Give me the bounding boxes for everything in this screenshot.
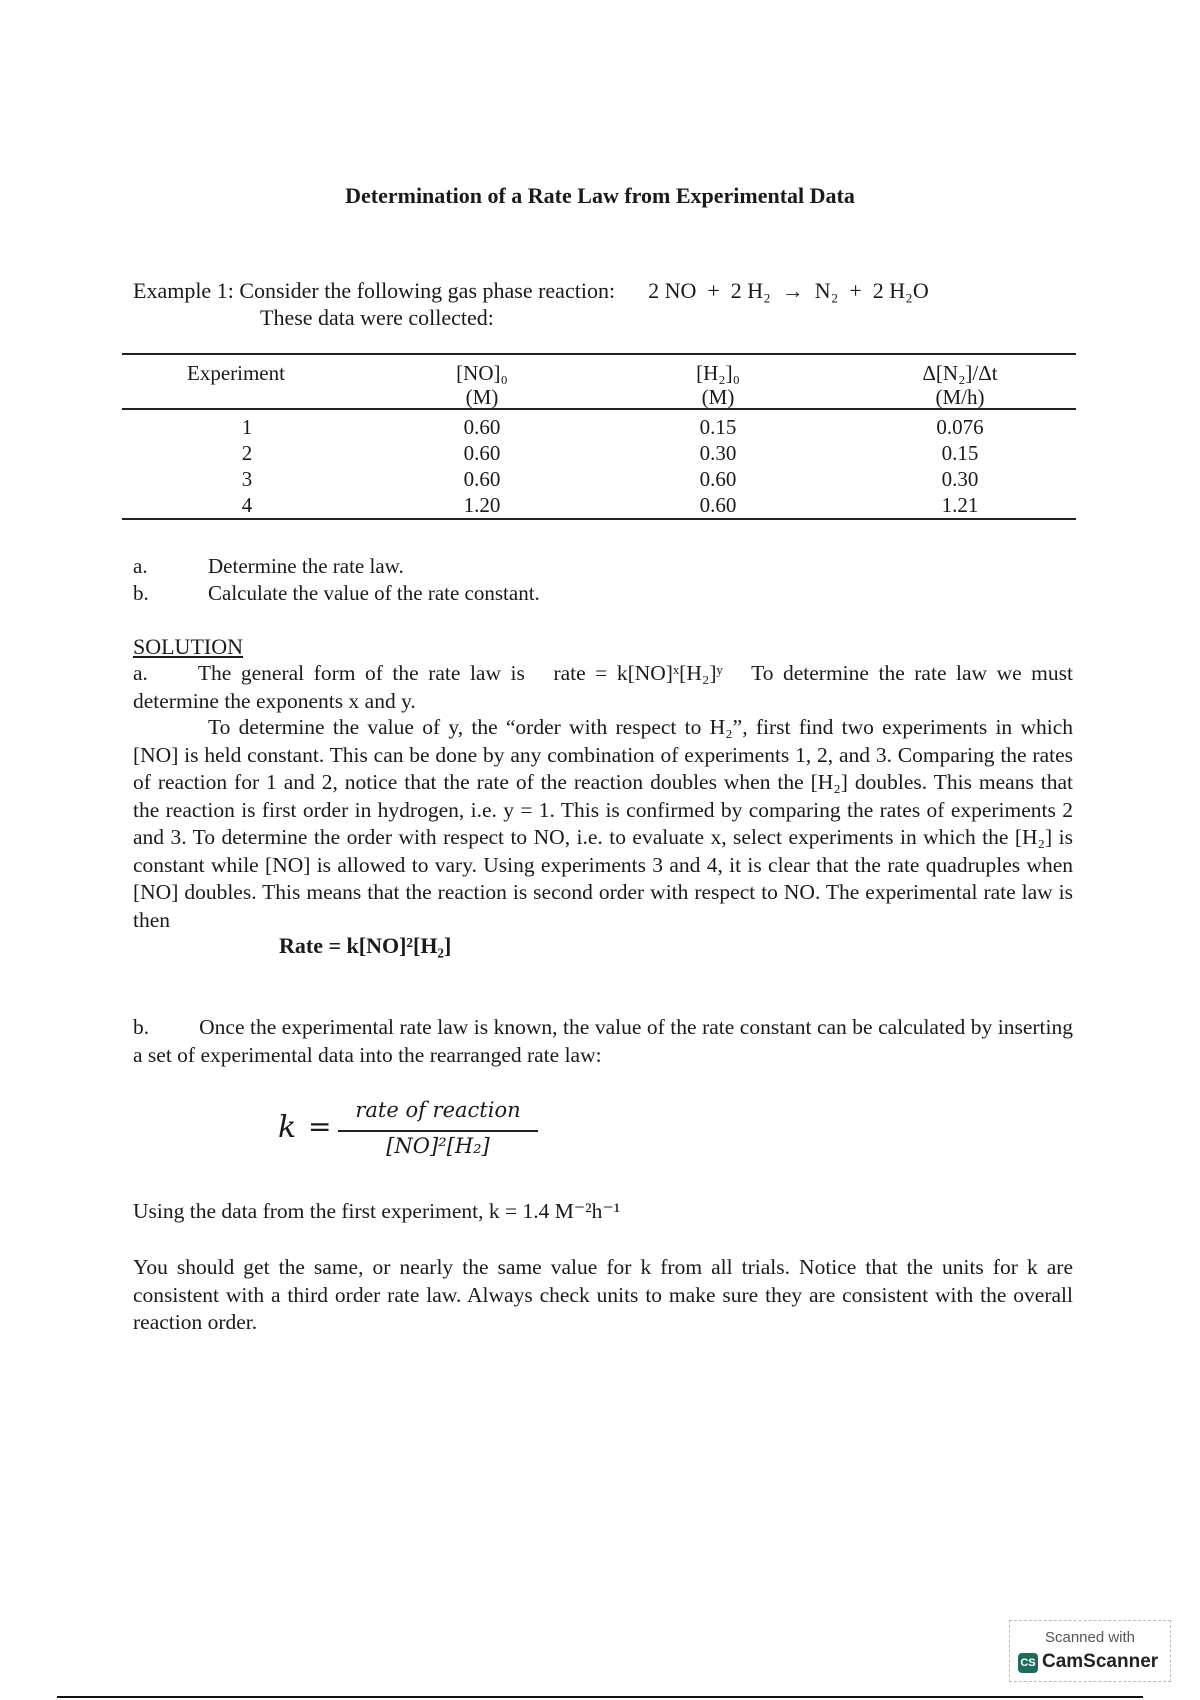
table-cell-exp: 3 — [241, 467, 253, 491]
table-cell-no: 0.60 — [463, 467, 501, 491]
reaction-equation: 2 NO + 2 H₂ → N₂ + 2 H₂O — [648, 278, 929, 303]
table-cell-rate: 1.21 — [941, 493, 979, 517]
solution-a-p2: To determine the value of y, the “order with respect to H₂”, first find two experiments in which [NO] is held constant. This can be done by any combination of experiments 1, 2, and 3. Comparing the rates of reaction for 1 and 2, notice that the rate of the reaction doubles when the [H₂] doubles. This means that the reaction is first order in hydrogen, i.e. y = 1. This is confirmed by comparing the rates of experiments 2 and 3. To determine the order with respect to NO, i.e. to evaluate x, select experiments in which the [H₂] is constant while [NO] is allowed to vary. Using experiments 3 and 4, it is clear that the rate quadruples when [NO] doubles. This means that the reaction is second order with respect to NO. The experimental rate law is then — [133, 715, 1073, 932]
watermark-brand: CamScanner — [1042, 1651, 1159, 1672]
page-title: Determination of a Rate Law from Experimental Data — [345, 183, 855, 208]
header-rate: Δ[N₂]/Δt — [922, 361, 998, 385]
table-bottom-rule — [122, 518, 1076, 520]
solution-a-body — [133, 714, 1073, 934]
table-top-rule — [122, 353, 1076, 355]
table-cell-h2: 0.60 — [699, 493, 737, 517]
question-a-text: Determine the rate law. — [208, 554, 404, 578]
formula-denominator: [NO]²[H₂] — [386, 1134, 490, 1158]
header-rate-unit: (M/h) — [935, 385, 985, 409]
table-cell-no: 0.60 — [463, 415, 501, 439]
table-cell-no: 1.20 — [463, 493, 501, 517]
solution-b-p1: Once the experimental rate law is known, the value of the rate constant can be calculated by inserting a set of experimental data into the rearranged rate law: — [133, 1015, 1073, 1067]
question-a-letter: a. — [133, 554, 148, 578]
formula-numerator: rate of reaction — [355, 1098, 521, 1122]
solution-a-intro — [133, 660, 1079, 715]
solution-b-intro — [133, 1014, 1073, 1069]
example-intro: Consider the following gas phase reaction: — [239, 278, 616, 303]
closing-paragraph: You should get the same, or nearly the same value for k from all trials. Notice that the units for k are consistent with a third order rate law. Always check units to make sure they are consistent with the overall reaction order. — [133, 1255, 1073, 1334]
header-no-unit: (M) — [465, 385, 499, 409]
question-b-letter: b. — [133, 581, 149, 605]
solution-b-letter: b. — [133, 1015, 150, 1039]
header-no: [NO]₀ — [456, 361, 508, 385]
fraction-bar — [338, 1130, 538, 1132]
watermark-top-text: Scanned with — [1044, 1629, 1136, 1646]
scanner-watermark — [1009, 1620, 1171, 1682]
solution-a-p1: The general form of the rate law is rate = k[NO]ˣ[H₂]ʸ To determine the rate law we must determine the exponents x and y. — [133, 661, 1079, 713]
header-h2-unit: (M) — [701, 385, 735, 409]
table-cell-h2: 0.60 — [699, 467, 737, 491]
table-cell-no: 0.60 — [463, 441, 501, 465]
equals-sign: = — [308, 1110, 332, 1143]
k-symbol: k — [278, 1110, 297, 1145]
k-result: Using the data from the first experiment, k = 1.4 M⁻²h⁻¹ — [133, 1199, 621, 1223]
header-experiment: Experiment — [187, 361, 285, 385]
table-cell-exp: 1 — [241, 415, 253, 439]
header-h2: [H₂]₀ — [696, 361, 740, 385]
table-cell-rate: 0.30 — [941, 467, 979, 491]
table-cell-h2: 0.15 — [699, 415, 737, 439]
table-cell-h2: 0.30 — [699, 441, 737, 465]
question-b-text: Calculate the value of the rate constant. — [208, 581, 540, 605]
rate-law-result: Rate = k[NO]²[H₂] — [279, 933, 452, 958]
table-cell-exp: 4 — [241, 493, 253, 517]
page-bottom-rule — [57, 1696, 1143, 1698]
table-cell-rate: 0.076 — [936, 415, 984, 439]
example-label: Example 1: — [133, 278, 234, 303]
table-cell-exp: 2 — [241, 441, 253, 465]
example-line — [133, 278, 929, 304]
table-cell-rate: 0.15 — [941, 441, 979, 465]
solution-a-letter: a. — [133, 661, 148, 685]
solution-heading: SOLUTION — [133, 634, 243, 659]
data-note: These data were collected: — [260, 305, 494, 330]
camscanner-logo-icon: CS — [1018, 1653, 1038, 1673]
